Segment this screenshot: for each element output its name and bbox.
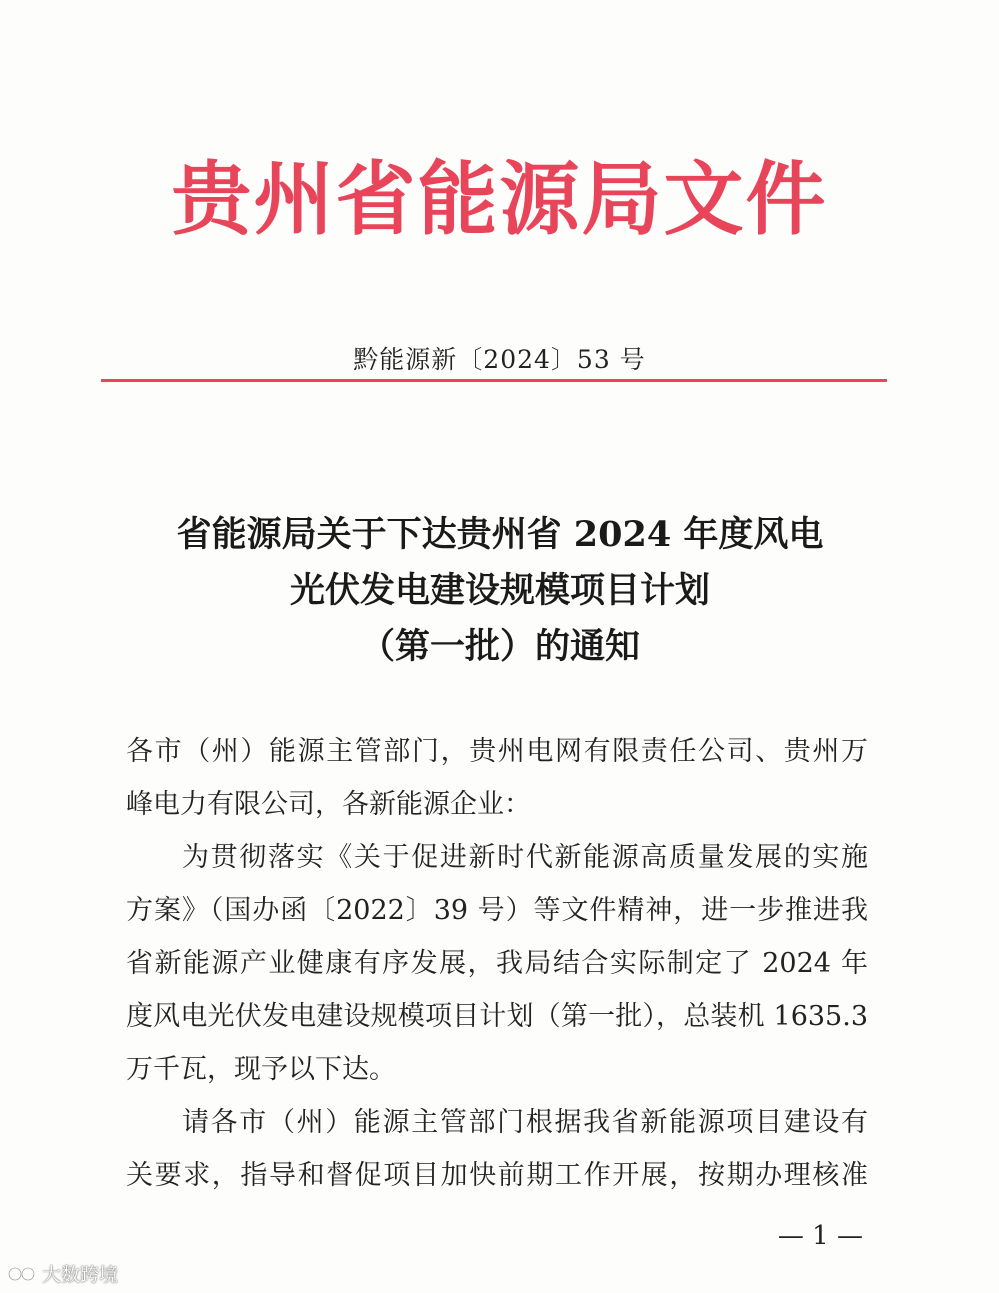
- body-line-6: 请各市（州）能源主管部门根据我省新能源项目建设有: [182, 1107, 868, 1138]
- watermark: [8, 1262, 118, 1288]
- body-line-addressee-2: 峰电力有限公司，各新能源企业：: [126, 789, 531, 820]
- body-line-addressee-1: 各市（州）能源主管部门，贵州电网有限责任公司、贵州万: [126, 736, 868, 767]
- notice-title: [100, 507, 900, 675]
- body-line-4: 度风电光伏发电建设规模项目计划（第一批），总装机 1635.3: [126, 1001, 868, 1032]
- document-number: 黔能源新〔2024〕53 号: [353, 345, 646, 374]
- body-line-2: 方案》（国办函〔2022〕39 号）等文件精神，进一步推进我: [126, 895, 868, 926]
- body-line-7: 关要求，指导和督促项目加快前期工作开展，按期办理核准: [126, 1160, 868, 1191]
- body-line-1: 为贯彻落实《关于促进新时代新能源高质量发展的实施: [182, 842, 868, 873]
- red-divider-line: [101, 379, 887, 382]
- page-number: — 1 —: [777, 1221, 863, 1251]
- red-header-title: 贵州省能源局文件: [171, 153, 828, 246]
- watermark-text: 大数跨境: [42, 1264, 119, 1286]
- body-line-3: 省新能源产业健康有序发展，我局结合实际制定了 2024 年: [126, 948, 868, 979]
- body-text: [126, 725, 868, 1202]
- notice-title-line-3: （第一批）的通知: [359, 626, 640, 667]
- watermark-logo-icon: [8, 1265, 38, 1283]
- notice-title-line-1: 省能源局关于下达贵州省 2024 年度风电: [176, 514, 824, 555]
- body-line-5: 万千瓦，现予以下达。: [126, 1054, 396, 1085]
- notice-title-line-2: 光伏发电建设规模项目计划: [289, 570, 710, 611]
